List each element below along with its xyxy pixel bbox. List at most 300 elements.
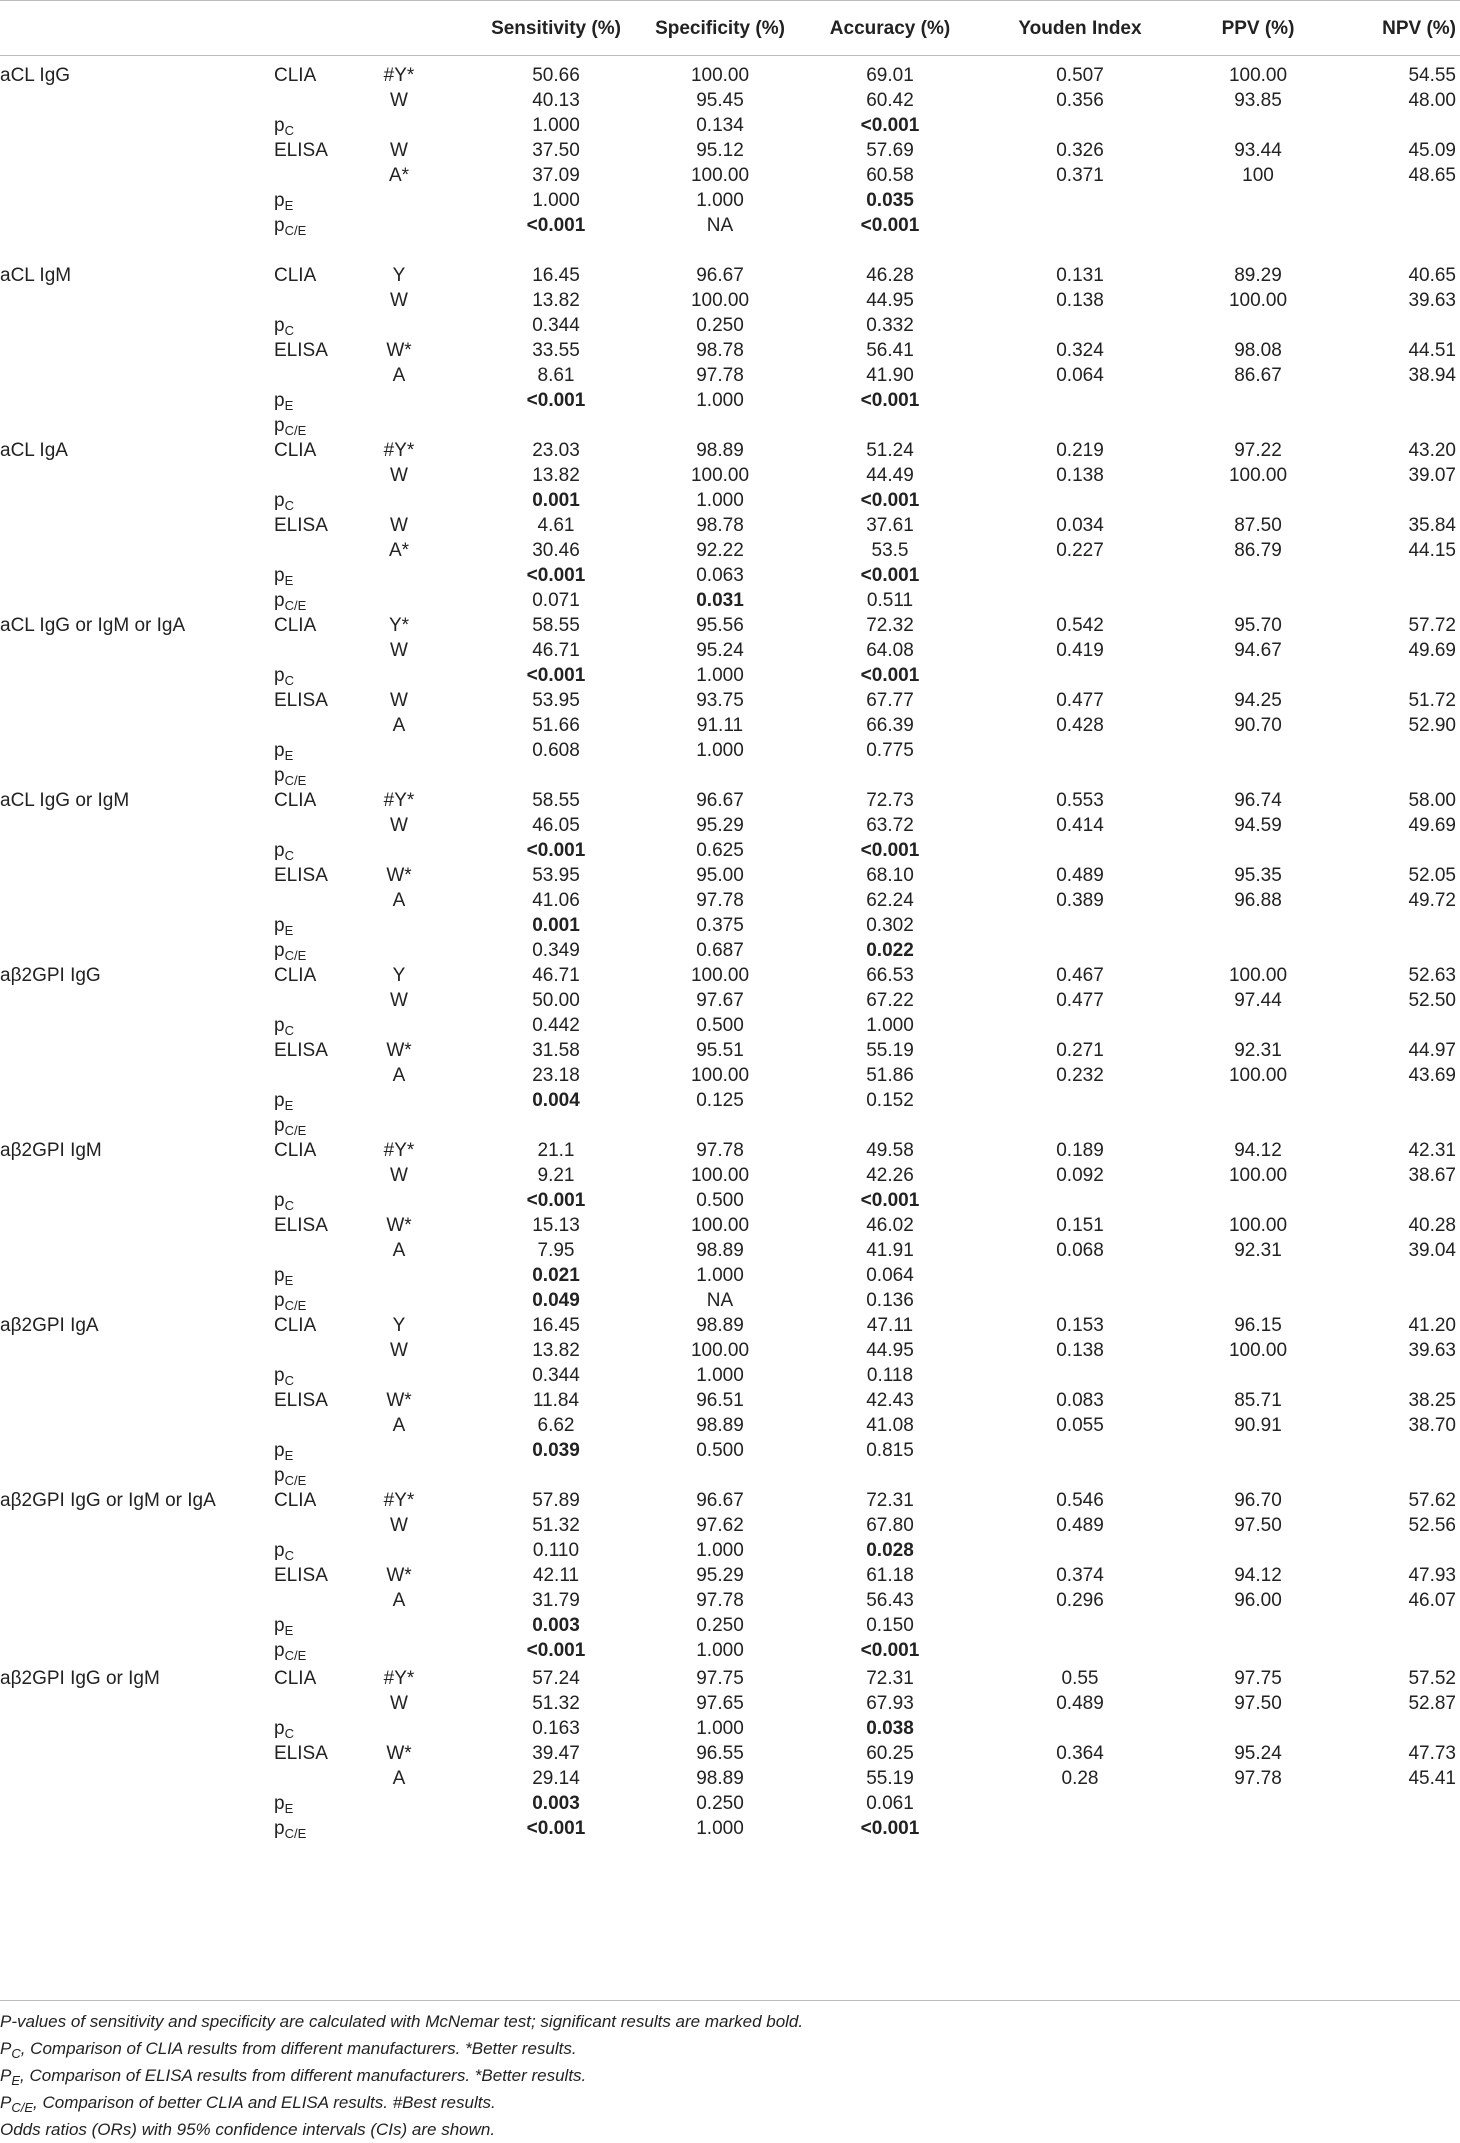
specificity-value: 95.00 <box>696 865 744 886</box>
header-ppv: PPV (%) <box>1221 18 1295 39</box>
accuracy-value: 0.332 <box>866 315 914 336</box>
table-row <box>0 262 1460 289</box>
p-subscript: C/E <box>284 423 307 438</box>
manufacturer: #Y* <box>383 440 415 461</box>
sensitivity-value: 46.05 <box>532 815 580 836</box>
accuracy-value: <0.001 <box>860 1818 920 1839</box>
assay-method: ELISA <box>274 1040 328 1061</box>
accuracy-value: 63.72 <box>866 815 914 836</box>
p-value-row <box>0 212 1460 239</box>
ppv-value: 100 <box>1242 165 1274 186</box>
specificity-value: 96.51 <box>696 1390 744 1411</box>
youden-index-value: 0.326 <box>1056 140 1104 161</box>
accuracy-value: 60.42 <box>866 90 914 111</box>
specificity-value: NA <box>706 215 734 236</box>
sensitivity-value: 13.82 <box>532 290 580 311</box>
p-symbol: p <box>274 1540 285 1561</box>
specificity-value: NA <box>706 1290 734 1311</box>
npv-value: 44.15 <box>1408 540 1456 561</box>
specificity-value: 100.00 <box>690 1340 750 1361</box>
sensitivity-value: 0.344 <box>532 315 580 336</box>
sensitivity-value: 15.13 <box>532 1215 580 1236</box>
assay-method: CLIA <box>274 1668 317 1689</box>
sensitivity-value: <0.001 <box>526 1640 586 1661</box>
specificity-value: 0.375 <box>696 915 744 936</box>
assay-method: CLIA <box>274 1140 317 1161</box>
assay-method: CLIA <box>274 790 317 811</box>
accuracy-value: 72.31 <box>866 1668 914 1689</box>
table-row <box>0 1665 1460 1692</box>
npv-value: 39.63 <box>1408 290 1456 311</box>
p-subscript: C/E <box>284 948 307 963</box>
assay-method: ELISA <box>274 1743 328 1764</box>
accuracy-value: 66.39 <box>866 715 914 736</box>
accuracy-value: 41.90 <box>866 365 914 386</box>
manufacturer: Y <box>392 1315 406 1336</box>
p-subscript: C <box>284 673 294 688</box>
p-value-row <box>0 312 1460 339</box>
specificity-value: 96.55 <box>696 1743 744 1764</box>
accuracy-value: 0.152 <box>866 1090 914 1111</box>
manufacturer: W <box>390 140 408 161</box>
npv-value: 40.28 <box>1408 1215 1456 1236</box>
accuracy-value: 46.02 <box>866 1215 914 1236</box>
p-symbol: p <box>274 1290 285 1311</box>
table-row <box>0 537 1460 564</box>
sensitivity-value: 37.09 <box>532 165 580 186</box>
p-subscript: C <box>284 323 294 338</box>
youden-index-value: 0.189 <box>1056 1140 1104 1161</box>
p-symbol: p <box>274 1265 285 1286</box>
accuracy-value: 44.95 <box>866 290 914 311</box>
sensitivity-value: 0.344 <box>532 1365 580 1386</box>
assay-method: ELISA <box>274 1390 328 1411</box>
npv-value: 45.09 <box>1408 140 1456 161</box>
p-subscript: C/E <box>284 1648 307 1663</box>
p-value-row <box>0 387 1460 414</box>
footnote <box>0 2089 1460 2116</box>
specificity-value: 1.000 <box>696 665 744 686</box>
table-row <box>0 1137 1460 1164</box>
header-accuracy: Accuracy (%) <box>829 18 951 39</box>
specificity-value: 0.134 <box>696 115 744 136</box>
accuracy-value: 72.31 <box>866 1490 914 1511</box>
sensitivity-value: <0.001 <box>526 215 586 236</box>
assay-method: CLIA <box>274 965 317 986</box>
specificity-value: 97.78 <box>696 1590 744 1611</box>
p-subscript: C <box>284 1373 294 1388</box>
p-symbol: p <box>274 840 285 861</box>
npv-value: 47.73 <box>1408 1743 1456 1764</box>
npv-value: 39.04 <box>1408 1240 1456 1261</box>
p-symbol: p <box>274 190 285 211</box>
p-symbol: p <box>274 565 285 586</box>
footnote-text: , Comparison of better CLIA and ELISA results. #Best results. <box>33 2093 496 2112</box>
antibody-name: aβ2GPI IgG <box>0 965 101 986</box>
sensitivity-value: <0.001 <box>526 565 586 586</box>
sensitivity-value: 40.13 <box>532 90 580 111</box>
p-value-row <box>0 1637 1460 1664</box>
npv-value: 38.94 <box>1408 365 1456 386</box>
youden-index-value: 0.414 <box>1056 815 1104 836</box>
table-row <box>0 137 1460 164</box>
youden-index-value: 0.034 <box>1056 515 1104 536</box>
specificity-value: 1.000 <box>696 1640 744 1661</box>
accuracy-value: 44.95 <box>866 1340 914 1361</box>
p-subscript: E <box>284 1801 294 1816</box>
table-row <box>0 637 1460 664</box>
sensitivity-value: 30.46 <box>532 540 580 561</box>
manufacturer: #Y* <box>383 1140 415 1161</box>
sensitivity-value: 57.24 <box>532 1668 580 1689</box>
sensitivity-value: 46.71 <box>532 965 580 986</box>
antibody-name: aβ2GPI IgM <box>0 1140 102 1161</box>
ppv-value: 92.31 <box>1234 1040 1282 1061</box>
specificity-value: 0.031 <box>696 590 744 611</box>
table-row <box>0 1487 1460 1514</box>
p-symbol: p <box>274 940 285 961</box>
specificity-value: 100.00 <box>690 65 750 86</box>
footnote-text: Odds ratios (ORs) with 95% confidence intervals (CIs) are shown. <box>0 2120 496 2139</box>
table-row <box>0 1037 1460 1064</box>
youden-index-value: 0.546 <box>1056 1490 1104 1511</box>
accuracy-value: 69.01 <box>866 65 914 86</box>
p-subscript: C <box>284 1023 294 1038</box>
ppv-value: 97.50 <box>1234 1515 1282 1536</box>
accuracy-value: 67.77 <box>866 690 914 711</box>
table-row <box>0 1690 1460 1717</box>
footnote <box>0 2008 1460 2035</box>
p-subscript: C <box>284 1726 294 1741</box>
npv-value: 40.65 <box>1408 265 1456 286</box>
p-value-row <box>0 762 1460 789</box>
accuracy-value: 0.061 <box>866 1793 914 1814</box>
youden-index-value: 0.389 <box>1056 890 1104 911</box>
accuracy-value: 60.58 <box>866 165 914 186</box>
ppv-value: 96.74 <box>1234 790 1282 811</box>
manufacturer: A <box>392 1590 406 1611</box>
ppv-value: 95.70 <box>1234 615 1282 636</box>
ppv-value: 100.00 <box>1228 1165 1288 1186</box>
assay-method: CLIA <box>274 615 317 636</box>
specificity-value: 100.00 <box>690 465 750 486</box>
npv-value: 52.56 <box>1408 1515 1456 1536</box>
npv-value: 57.72 <box>1408 615 1456 636</box>
table-row <box>0 1162 1460 1189</box>
youden-index-value: 0.138 <box>1056 1340 1104 1361</box>
p-subscript: C <box>284 123 294 138</box>
p-symbol: p <box>274 1365 285 1386</box>
specificity-value: 1.000 <box>696 490 744 511</box>
sensitivity-value: <0.001 <box>526 1190 586 1211</box>
specificity-value: 1.000 <box>696 1718 744 1739</box>
specificity-value: 1.000 <box>696 1365 744 1386</box>
assay-method: CLIA <box>274 65 317 86</box>
accuracy-value: <0.001 <box>860 840 920 861</box>
manufacturer: A <box>392 715 406 736</box>
sensitivity-value: 31.58 <box>532 1040 580 1061</box>
sensitivity-value: 16.45 <box>532 265 580 286</box>
youden-index-value: 0.489 <box>1056 1693 1104 1714</box>
accuracy-value: 42.26 <box>866 1165 914 1186</box>
specificity-value: 100.00 <box>690 165 750 186</box>
table-row <box>0 612 1460 639</box>
p-value-row <box>0 1187 1460 1214</box>
table-row <box>0 1740 1460 1767</box>
ppv-value: 100.00 <box>1228 290 1288 311</box>
youden-index-value: 0.467 <box>1056 965 1104 986</box>
manufacturer: #Y* <box>383 790 415 811</box>
sensitivity-value: 53.95 <box>532 865 580 886</box>
youden-index-value: 0.219 <box>1056 440 1104 461</box>
footnotes <box>0 2008 1460 2143</box>
p-subscript: E <box>284 1273 294 1288</box>
specificity-value: 0.250 <box>696 1615 744 1636</box>
p-value-row <box>0 1087 1460 1114</box>
p-symbol: p <box>274 1718 285 1739</box>
assay-method: ELISA <box>274 690 328 711</box>
specificity-value: 97.78 <box>696 1140 744 1161</box>
specificity-value: 100.00 <box>690 1065 750 1086</box>
p-subscript: E <box>284 198 294 213</box>
p-value-row <box>0 912 1460 939</box>
specificity-value: 0.500 <box>696 1015 744 1036</box>
p-symbol: p <box>274 1640 285 1661</box>
accuracy-value: 41.08 <box>866 1415 914 1436</box>
p-subscript: C/E <box>284 598 307 613</box>
accuracy-value: 0.511 <box>866 590 914 611</box>
assay-method: ELISA <box>274 1215 328 1236</box>
specificity-value: 97.78 <box>696 365 744 386</box>
manufacturer: Y <box>392 965 406 986</box>
youden-index-value: 0.092 <box>1056 1165 1104 1186</box>
sensitivity-value: 11.84 <box>532 1390 580 1411</box>
sensitivity-value: 58.55 <box>532 615 580 636</box>
specificity-value: 0.625 <box>696 840 744 861</box>
accuracy-value: 0.118 <box>866 1365 914 1386</box>
sensitivity-value: 37.50 <box>532 140 580 161</box>
sensitivity-value: 0.110 <box>532 1540 580 1561</box>
assay-method: ELISA <box>274 140 328 161</box>
p-symbol: p <box>274 1015 285 1036</box>
p-value-row <box>0 112 1460 139</box>
p-symbol: p <box>274 1793 285 1814</box>
specificity-value: 95.29 <box>696 1565 744 1586</box>
p-symbol: p <box>274 1818 285 1839</box>
sensitivity-value: 0.003 <box>532 1793 580 1814</box>
ppv-value: 93.85 <box>1234 90 1282 111</box>
table-row <box>0 987 1460 1014</box>
specificity-value: 0.500 <box>696 1190 744 1211</box>
p-symbol: p <box>274 740 285 761</box>
table-row <box>0 1337 1460 1364</box>
youden-index-value: 0.138 <box>1056 290 1104 311</box>
table-row <box>0 1512 1460 1539</box>
ppv-value: 97.50 <box>1234 1693 1282 1714</box>
p-value-label <box>274 212 306 244</box>
sensitivity-value: 42.11 <box>532 1565 580 1586</box>
p-value-row <box>0 937 1460 964</box>
specificity-value: 1.000 <box>696 1818 744 1839</box>
footnote-symbol: P <box>0 2093 12 2112</box>
p-value-row <box>0 1790 1460 1817</box>
youden-index-value: 0.28 <box>1061 1768 1099 1789</box>
table-row <box>0 812 1460 839</box>
sensitivity-value: 51.32 <box>532 1515 580 1536</box>
specificity-value: 100.00 <box>690 1215 750 1236</box>
ppv-value: 89.29 <box>1234 265 1282 286</box>
ppv-value: 100.00 <box>1228 465 1288 486</box>
sensitivity-value: 41.06 <box>532 890 580 911</box>
antibody-name: aβ2GPI IgG or IgM <box>0 1668 160 1689</box>
sensitivity-value: 0.349 <box>532 940 580 961</box>
manufacturer: W <box>390 90 408 111</box>
footnote-symbol: P <box>0 2039 12 2058</box>
p-symbol: p <box>274 490 285 511</box>
accuracy-value: 46.28 <box>866 265 914 286</box>
table-row <box>0 437 1460 464</box>
footnote-subscript: C/E <box>11 2100 34 2115</box>
specificity-value: 98.89 <box>696 1415 744 1436</box>
p-symbol: p <box>274 1190 285 1211</box>
youden-index-value: 0.371 <box>1056 165 1104 186</box>
p-subscript: C <box>284 1548 294 1563</box>
accuracy-value: 57.69 <box>866 140 914 161</box>
table-row <box>0 337 1460 364</box>
table-row <box>0 62 1460 89</box>
footnote <box>0 2116 1460 2143</box>
sensitivity-value: 9.21 <box>537 1165 575 1186</box>
youden-index-value: 0.151 <box>1056 1215 1104 1236</box>
npv-value: 43.20 <box>1408 440 1456 461</box>
manufacturer: #Y* <box>383 65 415 86</box>
ppv-value: 97.75 <box>1234 1668 1282 1689</box>
manufacturer: A <box>392 1415 406 1436</box>
specificity-value: 95.24 <box>696 640 744 661</box>
ppv-value: 90.70 <box>1234 715 1282 736</box>
npv-value: 49.69 <box>1408 640 1456 661</box>
p-subscript: C/E <box>284 773 307 788</box>
ppv-value: 94.12 <box>1234 1140 1282 1161</box>
accuracy-value: 0.136 <box>866 1290 914 1311</box>
accuracy-value: 56.41 <box>866 340 914 361</box>
specificity-value: 0.063 <box>696 565 744 586</box>
antibody-name: aβ2GPI IgG or IgM or IgA <box>0 1490 216 1511</box>
youden-index-value: 0.374 <box>1056 1565 1104 1586</box>
table-row <box>0 1562 1460 1589</box>
youden-index-value: 0.553 <box>1056 790 1104 811</box>
accuracy-value: <0.001 <box>860 565 920 586</box>
specificity-value: 0.250 <box>696 315 744 336</box>
ppv-value: 94.67 <box>1234 640 1282 661</box>
assay-method: ELISA <box>274 340 328 361</box>
p-subscript: E <box>284 1098 294 1113</box>
accuracy-value: 0.302 <box>866 915 914 936</box>
specificity-value: 0.125 <box>696 1090 744 1111</box>
manufacturer: W* <box>386 1215 412 1236</box>
p-value-row <box>0 1112 1460 1139</box>
youden-index-value: 0.153 <box>1056 1315 1104 1336</box>
accuracy-value: 0.815 <box>866 1440 914 1461</box>
table-row <box>0 887 1460 914</box>
manufacturer: W* <box>386 1565 412 1586</box>
accuracy-value: 56.43 <box>866 1590 914 1611</box>
specificity-value: 98.78 <box>696 515 744 536</box>
sensitivity-value: 57.89 <box>532 1490 580 1511</box>
ppv-value: 85.71 <box>1234 1390 1282 1411</box>
ppv-value: 95.24 <box>1234 1743 1282 1764</box>
specificity-value: 97.65 <box>696 1693 744 1714</box>
ppv-value: 100.00 <box>1228 65 1288 86</box>
p-symbol: p <box>274 115 285 136</box>
p-symbol: p <box>274 1440 285 1461</box>
accuracy-value: <0.001 <box>860 115 920 136</box>
accuracy-value: 72.32 <box>866 615 914 636</box>
ppv-value: 100.00 <box>1228 1340 1288 1361</box>
antibody-name: aCL IgG or IgM or IgA <box>0 615 186 636</box>
table-row <box>0 1062 1460 1089</box>
youden-index-value: 0.083 <box>1056 1390 1104 1411</box>
ppv-value: 87.50 <box>1234 515 1282 536</box>
manufacturer: W <box>390 1515 408 1536</box>
assay-method: ELISA <box>274 1565 328 1586</box>
table-row <box>0 962 1460 989</box>
youden-index-value: 0.131 <box>1056 265 1104 286</box>
top-rule <box>0 0 1460 1</box>
assay-method: CLIA <box>274 1490 317 1511</box>
sensitivity-value: 33.55 <box>532 340 580 361</box>
manufacturer: W <box>390 290 408 311</box>
p-value-row <box>0 662 1460 689</box>
npv-value: 38.70 <box>1408 1415 1456 1436</box>
p-value-row <box>0 1262 1460 1289</box>
specificity-value: 1.000 <box>696 190 744 211</box>
npv-value: 42.31 <box>1408 1140 1456 1161</box>
manufacturer: W* <box>386 1390 412 1411</box>
npv-value: 38.25 <box>1408 1390 1456 1411</box>
accuracy-value: <0.001 <box>860 490 920 511</box>
youden-index-value: 0.428 <box>1056 715 1104 736</box>
p-value-row <box>0 187 1460 214</box>
header-youden-index: Youden Index <box>1018 18 1142 39</box>
manufacturer: A* <box>388 165 410 186</box>
accuracy-value: 49.58 <box>866 1140 914 1161</box>
antibody-name: aβ2GPI IgA <box>0 1315 99 1336</box>
footnote-text: , Comparison of CLIA results from different manufacturers. *Better results. <box>20 2039 577 2058</box>
ppv-value: 94.12 <box>1234 1565 1282 1586</box>
p-value-row <box>0 1437 1460 1464</box>
specificity-value: 95.51 <box>696 1040 744 1061</box>
accuracy-value: <0.001 <box>860 1190 920 1211</box>
manufacturer: #Y* <box>383 1490 415 1511</box>
ppv-value: 97.78 <box>1234 1768 1282 1789</box>
youden-index-value: 0.271 <box>1056 1040 1104 1061</box>
sensitivity-value: 58.55 <box>532 790 580 811</box>
p-symbol: p <box>274 215 285 236</box>
table-row <box>0 1765 1460 1792</box>
npv-value: 49.69 <box>1408 815 1456 836</box>
p-symbol: p <box>274 1465 285 1486</box>
sensitivity-value: 0.001 <box>532 490 580 511</box>
youden-index-value: 0.477 <box>1056 990 1104 1011</box>
sensitivity-value: 0.049 <box>532 1290 580 1311</box>
youden-index-value: 0.055 <box>1056 1415 1104 1436</box>
p-subscript: E <box>284 748 294 763</box>
p-subscript: E <box>284 923 294 938</box>
header-specificity: Specificity (%) <box>655 18 785 39</box>
antibody-name: aCL IgM <box>0 265 72 286</box>
npv-value: 52.90 <box>1408 715 1456 736</box>
